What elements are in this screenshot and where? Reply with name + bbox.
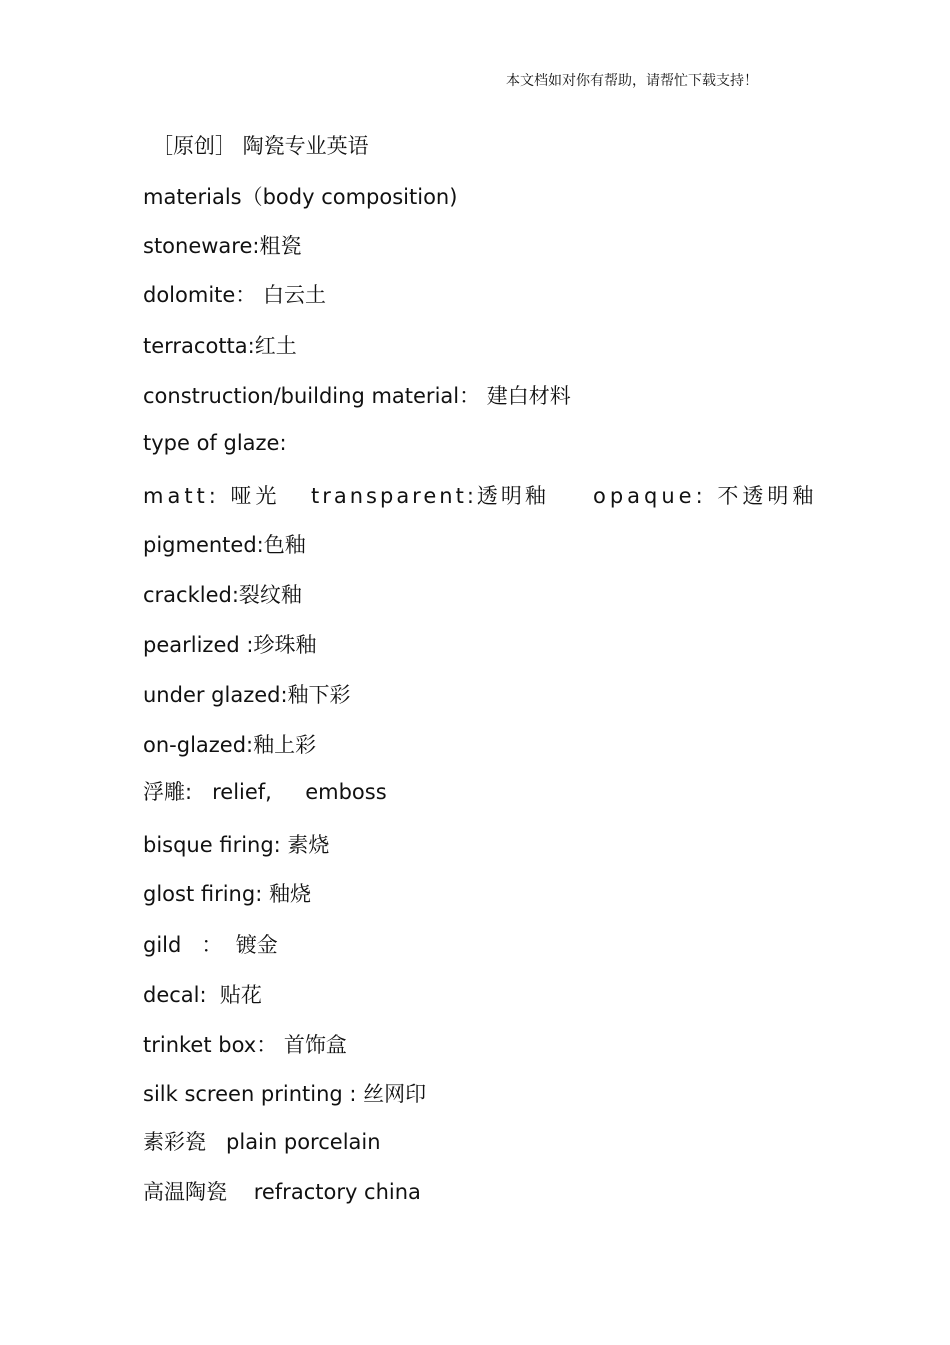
glaze-opaque: opaque: 不透明釉 <box>593 484 818 508</box>
term-line: construction/building material： 建白材料 <box>143 384 571 408</box>
term-line: stoneware:粗瓷 <box>143 234 302 258</box>
term-line: 素彩瓷 plain porcelain <box>143 1130 381 1154</box>
term-line: terracotta:红土 <box>143 334 297 358</box>
term-line: dolomite： 白云土 <box>143 283 326 307</box>
term-line: pigmented:色釉 <box>143 533 306 557</box>
term-line: gild ： 镀金 <box>143 933 278 957</box>
term-line: crackled:裂纹釉 <box>143 583 302 607</box>
page-header-note: 本文档如对你有帮助，请帮忙下载支持！ <box>506 73 758 89</box>
term-line: 高温陶瓷 refractory china <box>143 1180 421 1204</box>
glaze-transparent: transparent:透明釉 <box>311 484 549 508</box>
term-line: glost firing: 釉烧 <box>143 882 311 906</box>
term-line: on-glazed:釉上彩 <box>143 733 317 757</box>
term-line: trinket box： 首饰盒 <box>143 1033 347 1057</box>
term-line: pearlized :珍珠釉 <box>143 633 317 657</box>
term-line: type of glaze: <box>143 431 287 455</box>
term-line: under glazed:釉下彩 <box>143 683 351 707</box>
glaze-matt: matt: 哑光 <box>143 484 281 508</box>
term-line: materials（body composition) <box>143 185 458 209</box>
term-line: 浮雕: relief, emboss <box>143 780 387 804</box>
document-title: ［原创］ 陶瓷专业英语 <box>152 134 369 158</box>
term-line: bisque firing: 素烧 <box>143 833 330 857</box>
term-line: silk screen printing : 丝网印 <box>143 1082 427 1106</box>
term-line: decal: 贴花 <box>143 983 262 1007</box>
